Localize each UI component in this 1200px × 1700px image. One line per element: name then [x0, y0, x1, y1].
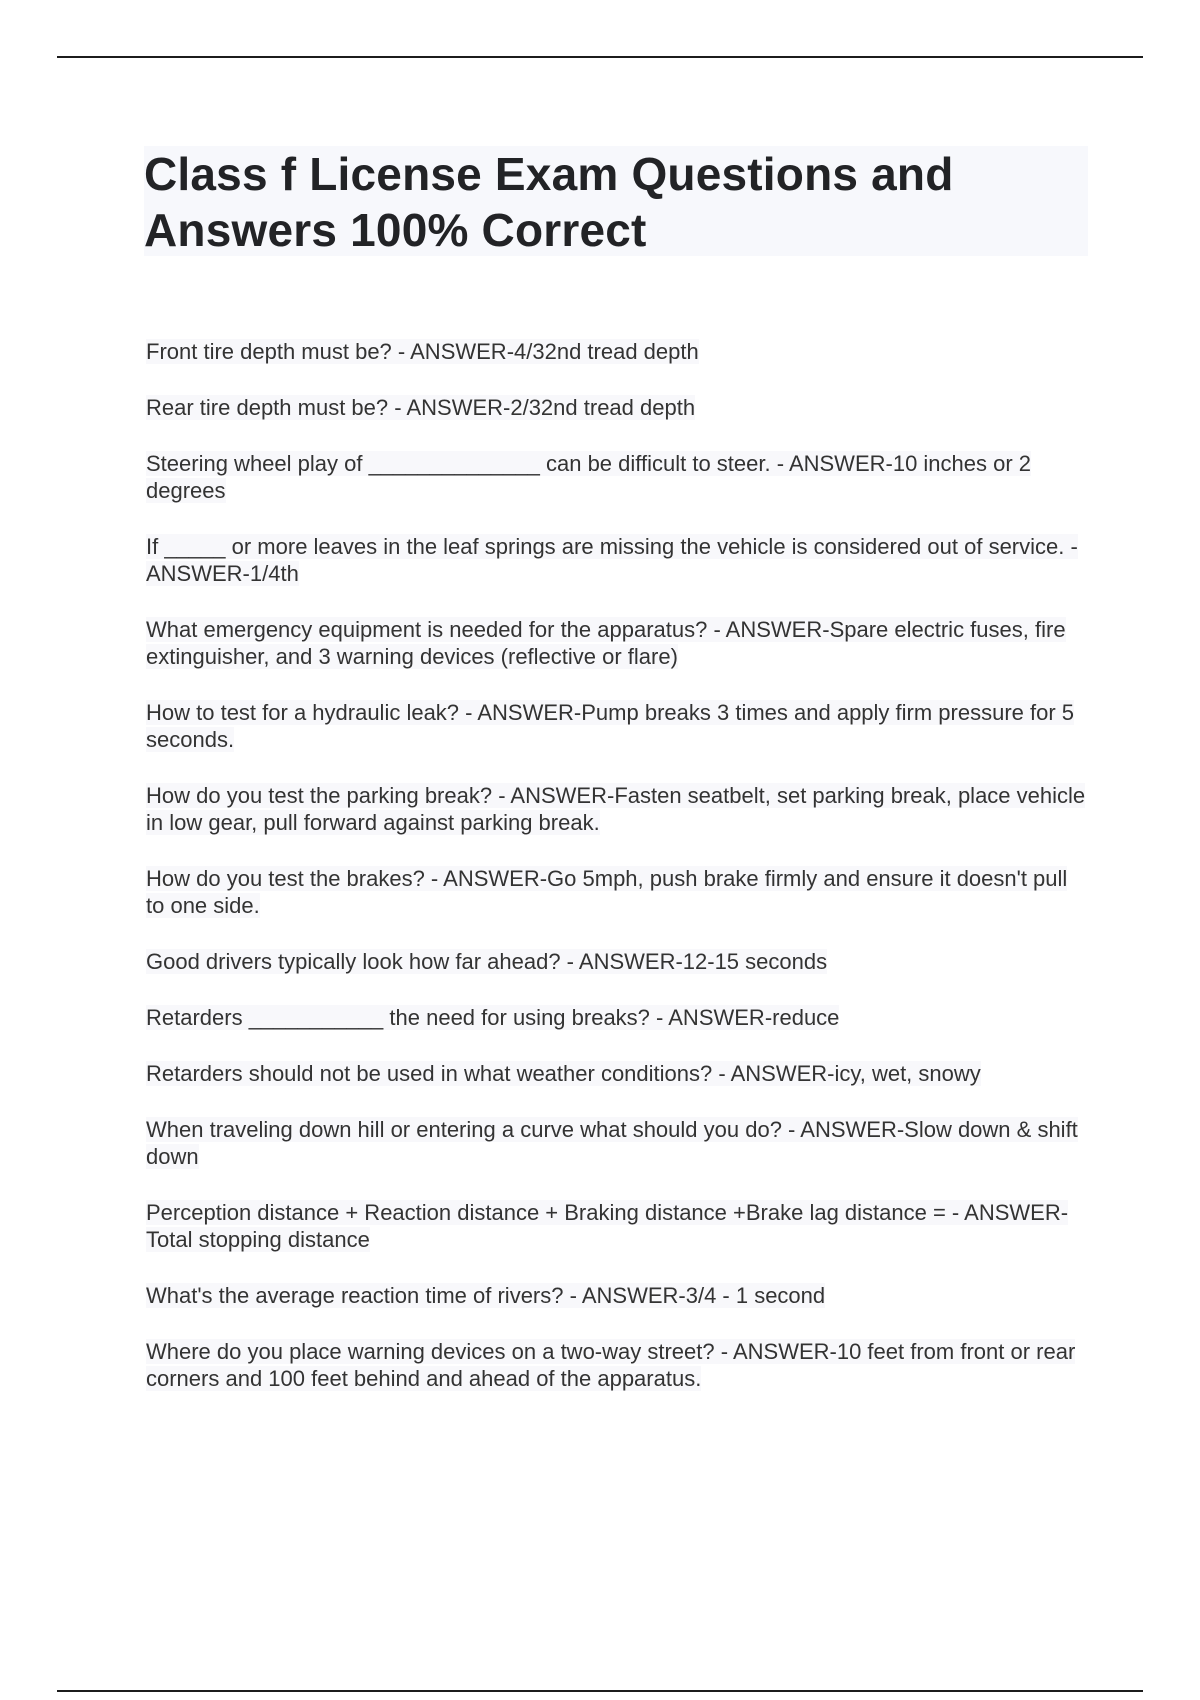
- title-box: [144, 146, 1088, 256]
- qa-text: If _____ or more leaves in the leaf springs are missing the vehicle is considered out of service. - ANSWER-1/4th: [146, 534, 1078, 586]
- qa-item: [146, 394, 1086, 421]
- qa-list: [146, 338, 1086, 1421]
- qa-text: Retarders should not be used in what weather conditions? - ANSWER-icy, wet, snowy: [146, 1061, 981, 1086]
- qa-text: How do you test the parking break? - ANSWER-Fasten seatbelt, set parking break, place vehicle in low gear, pull forward against parking break.: [146, 783, 1086, 835]
- qa-item: [146, 338, 1086, 365]
- qa-item: [146, 1199, 1086, 1253]
- bottom-rule: [57, 1690, 1143, 1692]
- qa-text: When traveling down hill or entering a curve what should you do? - ANSWER-Slow down & shift down: [146, 1117, 1078, 1169]
- qa-item: [146, 948, 1086, 975]
- qa-text: Retarders ___________ the need for using breaks? - ANSWER-reduce: [146, 1005, 840, 1030]
- qa-text: Perception distance + Reaction distance + Braking distance +Brake lag distance = - ANSWER-Total stopping distance: [146, 1200, 1069, 1252]
- qa-item: [146, 1116, 1086, 1170]
- qa-item: [146, 533, 1086, 587]
- qa-item: [146, 616, 1086, 670]
- qa-item: [146, 450, 1086, 504]
- qa-item: [146, 865, 1086, 919]
- qa-item: [146, 1282, 1086, 1309]
- qa-text: What's the average reaction time of rivers? - ANSWER-3/4 - 1 second: [146, 1283, 826, 1308]
- qa-text: Where do you place warning devices on a two-way street? - ANSWER-10 feet from front or rear corners and 100 feet behind and ahead of the apparatus.: [146, 1339, 1076, 1391]
- qa-item: [146, 782, 1086, 836]
- qa-text: How do you test the brakes? - ANSWER-Go 5mph, push brake firmly and ensure it doesn't pull to one side.: [146, 866, 1068, 918]
- qa-text: Steering wheel play of ______________ can be difficult to steer. - ANSWER-10 inches or 2 degrees: [146, 451, 1032, 503]
- qa-text: How to test for a hydraulic leak? - ANSWER-Pump breaks 3 times and apply firm pressure for 5 seconds.: [146, 700, 1075, 752]
- qa-item: [146, 1338, 1086, 1392]
- qa-text: Front tire depth must be? - ANSWER-4/32nd tread depth: [146, 339, 699, 364]
- qa-item: [146, 1060, 1086, 1087]
- top-rule: [57, 56, 1143, 58]
- qa-item: [146, 1004, 1086, 1031]
- qa-text: Good drivers typically look how far ahead? - ANSWER-12-15 seconds: [146, 949, 828, 974]
- qa-item: [146, 699, 1086, 753]
- qa-text: Rear tire depth must be? - ANSWER-2/32nd tread depth: [146, 395, 696, 420]
- qa-text: What emergency equipment is needed for the apparatus? - ANSWER-Spare electric fuses, fire extinguisher, and 3 warning devices (reflective or flare): [146, 617, 1066, 669]
- document-title: Class f License Exam Questions and Answers 100% Correct: [144, 148, 954, 256]
